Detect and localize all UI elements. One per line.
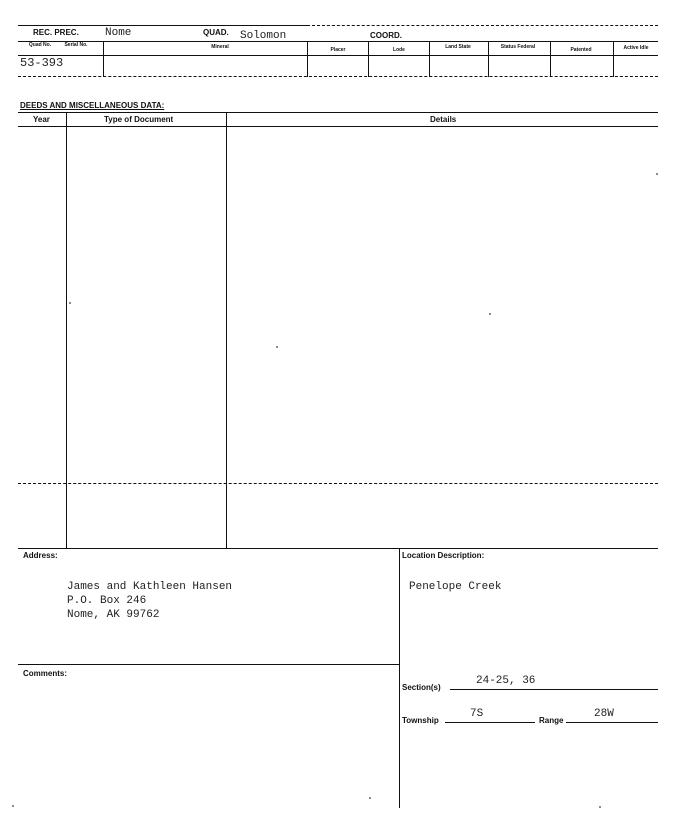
claim-vline-4 xyxy=(429,41,430,77)
scan-speck xyxy=(489,313,491,315)
scan-speck xyxy=(599,806,601,808)
coord-label: COORD. xyxy=(370,31,402,40)
scan-speck xyxy=(656,173,658,175)
location-description-label: Location Description: xyxy=(402,551,485,560)
claim-vline-2 xyxy=(307,41,308,77)
col-status-federal: Status Federal xyxy=(500,44,536,50)
quad-serial-value: 53-393 xyxy=(20,56,64,70)
rec-prec-value: Nome xyxy=(105,27,132,39)
range-underline xyxy=(566,722,658,723)
col-details: Details xyxy=(430,115,457,124)
col-patented: Patented xyxy=(570,47,592,53)
col-active-idle: Active Idle xyxy=(623,45,649,51)
header-top-rule xyxy=(18,25,310,26)
scan-speck xyxy=(276,346,278,348)
deeds-bottom-rule xyxy=(18,548,658,549)
claim-vline-7 xyxy=(613,41,614,77)
township-underline xyxy=(445,722,535,723)
township-label: Township xyxy=(402,716,439,725)
col-land-status-state: Land State xyxy=(445,44,471,50)
address-line-2: P.O. Box 246 xyxy=(67,595,147,607)
range-value: 28W xyxy=(594,708,614,720)
range-label: Range xyxy=(539,716,564,725)
quad-label: QUAD. xyxy=(203,28,229,37)
col-year: Year xyxy=(33,115,50,124)
address-line-3: Nome, AK 99762 xyxy=(67,609,160,621)
claim-header-rule xyxy=(18,55,658,56)
col-serial-no: Serial No. xyxy=(64,42,88,48)
address-label: Address: xyxy=(23,551,58,560)
col-lode: Lode xyxy=(393,47,405,53)
claim-vline-5 xyxy=(488,41,489,77)
sections-underline xyxy=(450,689,658,690)
claim-vline-1 xyxy=(103,41,104,77)
scan-speck xyxy=(12,805,14,807)
claim-vline-3 xyxy=(368,41,369,77)
deeds-section-title: DEEDS AND MISCELLANEOUS DATA: xyxy=(20,101,165,110)
lower-divider xyxy=(399,548,400,808)
sections-label: Section(s) xyxy=(402,683,441,692)
scan-speck xyxy=(369,797,371,799)
sections-value: 24-25, 36 xyxy=(476,675,536,687)
claim-bottom-rule xyxy=(18,76,658,77)
col-quad-no: Quad No. xyxy=(28,42,52,48)
address-bottom-rule xyxy=(18,664,399,665)
address-line-1: James and Kathleen Hansen xyxy=(67,581,233,593)
header-top-rule-dashed xyxy=(312,25,658,26)
claim-vline-6 xyxy=(550,41,551,77)
rec-prec-label: REC. PREC. xyxy=(33,28,79,37)
deeds-header-rule xyxy=(18,126,658,127)
deeds-dashed-rule xyxy=(18,483,658,484)
col-placer: Placer xyxy=(330,47,346,53)
location-description-value: Penelope Creek xyxy=(409,581,502,593)
col-mineral: Mineral xyxy=(211,44,229,50)
scan-speck xyxy=(69,302,71,304)
comments-label: Comments: xyxy=(23,669,68,678)
header-bottom-rule xyxy=(18,41,658,42)
deeds-top-rule xyxy=(18,112,658,113)
township-value: 7S xyxy=(470,708,484,720)
quad-value: Solomon xyxy=(240,30,287,42)
col-type-of-document: Type of Document xyxy=(104,115,174,124)
